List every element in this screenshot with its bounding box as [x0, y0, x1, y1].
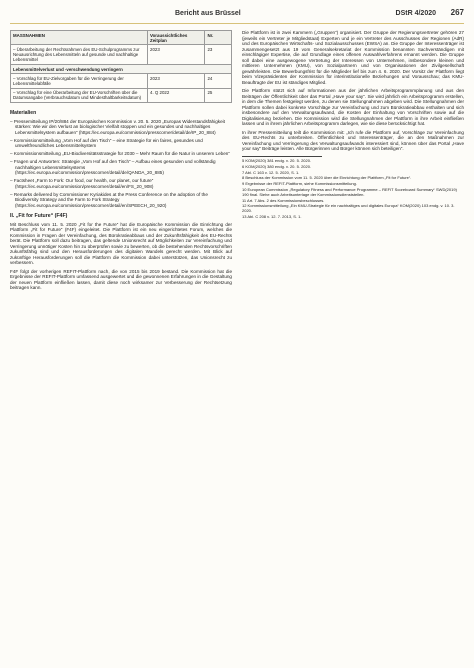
list-item: – Kommissionsmitteilung „Vom Hof auf den Tisch“ – eine Strategie für ein faires, gesundes und umweltfreundliches Lebensmittelsystem	[10, 137, 203, 149]
left-column	[10, 30, 232, 294]
footnote-rule	[242, 156, 322, 157]
date-cell: 2023	[148, 74, 205, 88]
footnote: 13 Abl. C 208 v. 12. 7. 2013, S. 1.	[242, 214, 302, 220]
column-header: Nr.	[205, 31, 232, 45]
measures-table	[10, 30, 232, 103]
right-column	[242, 30, 464, 221]
number-cell: 25	[205, 88, 232, 102]
page-header	[10, 6, 464, 24]
footnote: 9 Ergebnisse der REFIT-Plattform, siehe Kommissionsmitteilung.	[242, 181, 357, 187]
table-header-row	[11, 31, 232, 45]
column-header: MASSNAHMEN	[11, 31, 148, 45]
section-heading: II. „Fit for Future“ (F4F)	[10, 213, 68, 220]
table-group-row	[11, 65, 232, 74]
number-cell: 24	[205, 74, 232, 88]
list-item: – Kommissionsmitteilung „EU-Biodiversitätsstrategie für 2030 – Mehr Raum für die Natur in unserem Leben“	[10, 151, 230, 157]
measure-cell: – Vorschlag für EU-Zielvorgaben für die Verringerung der Lebensmittelabfälle	[11, 74, 148, 88]
measure-cell: – Überarbeitung der Rechtsrahmen des EU-Schulprogramms zur Neuausrichtung des Lebensmitteln auf gesunde und nachhaltige Lebensmittel	[11, 45, 148, 65]
column-header: Voraussichtliches Zeitplan	[148, 31, 205, 45]
footnote: 12 Kommissionsmitteilung „Ein KMU-Strategie für ein nachhaltiges und digitales Europa“ KOM(2020) 103 endg. v. 10. 3. 2020.	[242, 203, 455, 214]
group-cell: Lebensmittelverlust und -verschwendung verringern	[11, 65, 232, 74]
table-row	[11, 88, 232, 102]
list-item: – Remarks delivered by Commissioner Kyriakides at the Press Conference on the adoption of the Biodiversity Strategy and the Farm to Fork Strategy (https://ec.europa.eu/commission/presscorner/detail/en/SPEECH_20_920)	[10, 191, 208, 208]
body-paragraph: Die Plattform stützt sich auf Informationen aus der jährlichen Arbeitsprogrammplanung und aus den Beiträgen der Öffentlichkeit über das Portal „Have your say“. Sie wird jährlich ein Arbeitsprogramm erstellen, in dem die Themen festgelegt werden, zu denen sie Stellungnahmen abgeben wird. Die Stellungnahmen der Plattform sollen dabei konkrete Vorschläge zur Vereinfachung und zum Bürokratieabbau enthalten und sich insbesondere auf den Verwaltungsaufwand, die Kosten der Einhaltung von Vorschriften sowie auf die Digitalisierung beziehen. Die Kommission wird die Stellungnahmen der Plattform in ihre Arbeit einfließen lassen und in ihrem jährlichen Arbeitsprogramm darlegen, wie sie diese berücksichtigt hat.	[242, 88, 464, 126]
issue-label: DStR 4/2020	[395, 10, 436, 17]
number-cell: 23	[205, 45, 232, 65]
footnote: 11 Art. 7 Abs. 2 des Kommissionsbeschlusses.	[242, 197, 325, 203]
list-item: – Pressemitteilung IP/20/884 der Europäischen Kommission v. 20. 5. 2020 „Europas Widerstandsfähigkeit stärken: Wie wir den Verlust an biologischer Vielfalt stoppen und ein gesundes und nachhaltiges Lebensmittelsystem aufbauen“ (https://ec.europa.eu/commission/presscorner/detail/de/IP_20_884)	[10, 118, 225, 135]
materials-list	[10, 119, 232, 209]
list-item: – Fragen und Antworten: Strategie „Vom Hof auf den Tisch“ – Aufbau eines gesunden und vollständig nachhaltigen Lebensmittelsystems (https://ec.europa.eu/commission/presscorner/detail/de/QANDA_20_885)	[10, 159, 216, 176]
footnote: 6 KOM(2020) 380 endg. v. 20. 5. 2020.	[242, 163, 312, 169]
materials-title: Materialien	[10, 110, 37, 117]
body-paragraph: Mit Beschluss vom 11. 5. 2020 „Fit for the Future“ hat die Europäische Kommission die Einrichtung der Plattform „Fit for Future“ (F4F) eingeleitet. Die Plattform ist ein neu eingerichtetes Forum, welches die Kommission in Fragen der Vereinfachung, des Bürokratieabbaus und der Zukunftsfähigkeit des EU-Rechts berät. Die Plattform soll dazu beitragen, das geltende Unionsrecht auf Möglichkeiten zur Vereinfachung und Verringerung unnötiger Kosten hin zu überprüfen sowie zu bewerten, ob die bestehenden Rechtsvorschriften zukunftsfähig sind und den Herausforderungen des digitalen Wandels gerecht werden. Mit Blick auf zukünftige Herausforderungen soll die Plattform die Kommission dabei unterstützen, das Unionsrecht zu verbessern.	[10, 221, 232, 266]
date-cell: 2023	[148, 45, 205, 65]
footnote: 7 Abl. C 163 v. 12. 5. 2020, S. 1.	[242, 169, 300, 175]
body-paragraph: In ihrer Pressemitteilung teilt die Kommission mit: „Ich rufe die Plattform auf, Vorschläge zur Vereinfachung des EU-Rechts zu unterbreiten. Öffentlichkeit und Interessenträger, die an den Maßnahmen zur Vereinfachung und Verringerung des Verwaltungsaufwands interessiert sind, können über das Portal „Have your say“ Beiträge leisten. Alle Bürgerinnen und Bürger können sich beteiligen“.	[242, 129, 464, 151]
footnote: 5 KOM(2020) 381 endg. v. 20. 5. 2020.	[242, 158, 312, 164]
page-number: 267	[450, 8, 464, 17]
table-row	[11, 74, 232, 88]
section-title: Bericht aus Brüssel	[175, 10, 241, 17]
body-paragraph: F4F folgt der vorherigen REFIT-Plattform nach, die von 2015 bis 2019 bestand. Die Kommission hat die Ergebnisse der REFIT-Plattform umfassend ausgewertet und die gewonnenen Erfahrungen in die Gestaltung der neuen Plattform einfließen lassen, damit diese noch wirksamer zur Verbesserung der Rechtsetzung beitragen kann.	[10, 268, 232, 291]
footnotes	[242, 159, 464, 220]
body-paragraph: Die Plattform ist in zwei Kammern („Gruppen“) organisiert. Der Gruppe der Regierungsvertreter gehören 27 (jeweils ein Vertreter je Mitgliedstaat) Experten und je ein Vertreter des Ausschusses der Regionen (AdR) und des Europäischen Wirtschafts- und Sozialausschusses (EWSA) an. Die Gruppe der Interessenträger ist zusammengesetzt aus 19 vom Generalsekretariat der Kommission benannten Sachverständigen mit einschlägiger Expertise, die auf Grundlage eines offenen Auswahlverfahrens ernannt werden. Die Gruppe soll dabei eine ausgewogene Vertretung der Interessen von Unternehmen, insbesondere kleinen und mittleren Unternehmen (KMU), von Sozialpartnern und von Organisationen der Zivilgesellschaft gewährleisten. Die Bewerbungsfrist für die Mitglieder lief bis zum 4. 6. 2020. Der Vorsitz der Plattform liegt beim Vizepräsidenten der Kommission für interinstitutionelle Beziehungen und Vorausschau; das KMU-Beauftragte der EU ist ständiges Mitglied.	[242, 30, 464, 85]
date-cell: 4. Q 2022	[148, 88, 205, 102]
table-row	[11, 45, 232, 65]
measure-cell: – Vorschlag für eine Überarbeitung der EU-Vorschriften über die Datumsangabe (Verbrauchsdatum und Mindesthaltbarkeitsdatum)	[11, 88, 148, 102]
list-item: – Factsheet „Farm to Fork: Our food, our health, our planet, our future“ (https://ec.europa.eu/commission/presscorner/detail/en/FS_20_908)	[10, 178, 154, 189]
footnote: 8 Beschluss der Kommission vom 11. 5. 2020 über die Einrichtung der Plattform „Fit for Future“.	[242, 175, 412, 181]
header-rule	[10, 23, 464, 25]
footnote: 10 European Commission „Regulatory Fitness and Performance Programme – REFIT Scoreboard Summary“ SWD(2019) 190 final. Siehe auch Arbeitsunterlage der Kommissionsdienststellen.	[242, 187, 457, 197]
